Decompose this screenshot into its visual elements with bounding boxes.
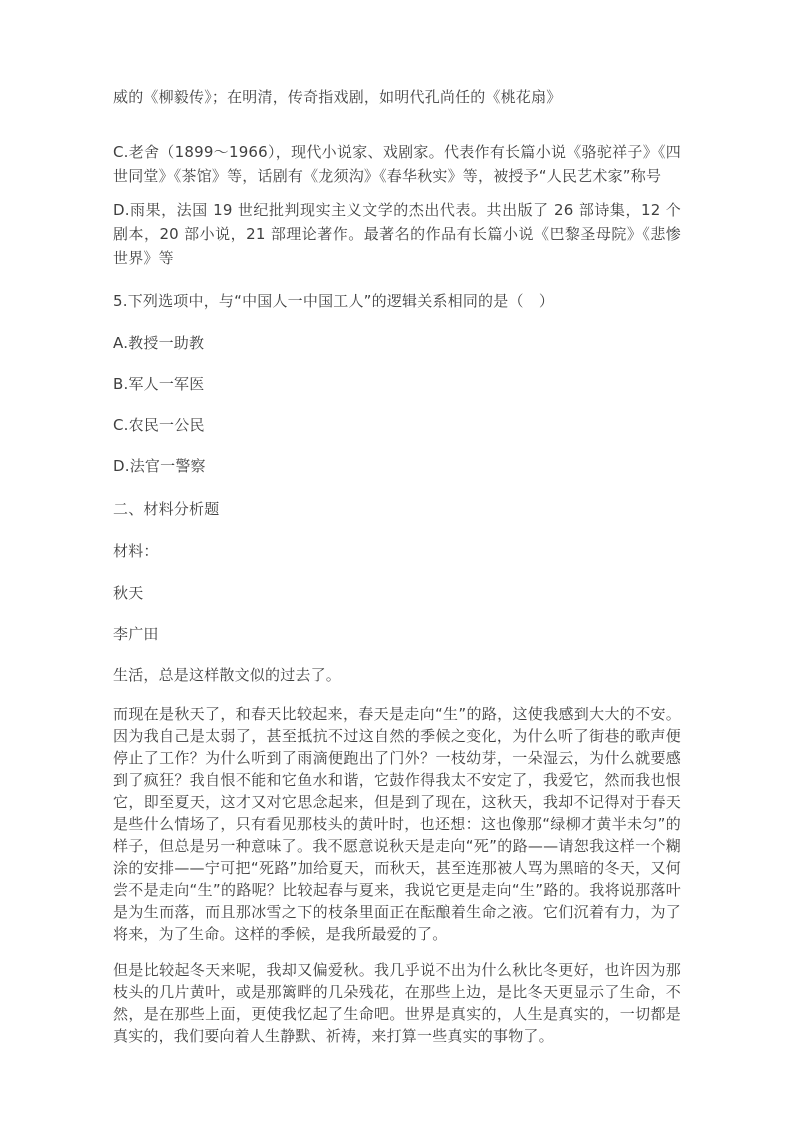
question-5-option-d: D.法官一警察 bbox=[113, 457, 206, 475]
option-c-paragraph: C.老舍（1899～1966），现代小说家、戏剧家。代表作有长篇小说《骆驼祥子》《四世同堂》《茶馆》等，话剧有《龙须沟》《春华秋实》等，被授予“人民艺术家”称号 bbox=[113, 143, 681, 185]
material-paragraph-1: 生活，总是这样散文似的过去了。 bbox=[113, 666, 342, 684]
option-d-paragraph: D.雨果，法国 19 世纪批判现实主义文学的杰出代表。共出版了 26 部诗集，12 个剧本，20 部小说，21 部理论著作。最著名的作品有长篇小说《巴黎圣母院》《悲惨世界》等 bbox=[113, 201, 681, 267]
material-author: 李广田 bbox=[113, 625, 159, 643]
question-5-option-b: B.军人一军医 bbox=[113, 375, 205, 393]
material-paragraph-2: 而现在是秋天了，和春天比较起来，春天是走向“生”的路，这使我感到大大的不安。因为我自己是太弱了，甚至抵抗不过这自然的季候之变化，为什么听了街巷的歌声便停止了工作？为什么听到了雨滴便跑出了门外？一枝幼芽，一朵湿云，为什么就要感到了疯狂？我自恨不能和它鱼水和谐，它鼓作得我太不安定了，我爱它，然而我也恨它，即至夏天，这才又对它思念起来，但是到了现在，这秋天，我却不记得对于春天是些什么情场了，只有看见那枝头的黄叶时，也还想：这也像那“绿柳才黄半未匀”的样子，但总是另一种意味了。我不愿意说秋天是走向“死”的路——请恕我这样一个糊涂的安排——宁可把“死路”加给夏天，而秋天，甚至连那被人骂为黑暗的冬天，又何尝不是走向“生”的路呢？比较起春与夏来，我说它更是走向“生”路的。我将说那落叶是为生而落，而且那冰雪之下的枝条里面正在酝酿着生命之液。它们沉着有力，为了将来，为了生命。这样的季候，是我所最爱的了。 bbox=[113, 705, 681, 943]
question-5-text: 5.下列选项中，与“中国人一中国工人”的逻辑关系相同的是（ ） bbox=[113, 292, 555, 310]
material-title: 秋天 bbox=[113, 584, 144, 602]
section-title: 二、材料分析题 bbox=[113, 500, 220, 518]
material-paragraph-3: 但是比较起冬天来呢，我却又偏爱秋。我几乎说不出为什么秋比冬更好，也许因为那枝头的几片黄叶，或是那篱畔的几朵残花，在那些上边，是比冬天更显示了生命，不然，是在那些上面，更使我忆起了生命吧。世界是真实的，人生是真实的，一切都是真实的，我们要向着人生静默、祈祷，来打算一些真实的事物了。 bbox=[113, 961, 681, 1045]
question-5-option-c: C.农民一公民 bbox=[113, 416, 205, 434]
question-5-option-a: A.教授一助教 bbox=[113, 334, 205, 352]
material-label: 材料： bbox=[113, 542, 159, 560]
intro-continuation-line: 威的《柳毅传》；在明清，传奇指戏剧，如明代孔尚任的《桃花扇》 bbox=[113, 88, 562, 106]
